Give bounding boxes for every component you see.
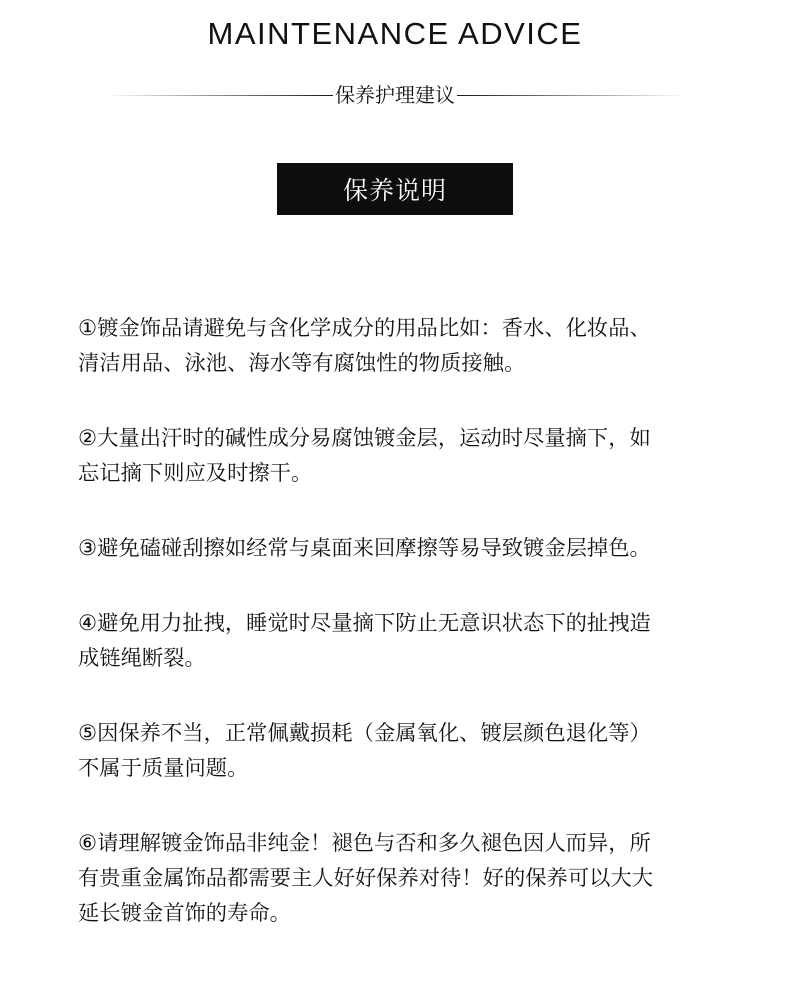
page-title: MAINTENANCE ADVICE	[207, 16, 583, 51]
subtitle-row	[0, 80, 790, 110]
section-heading	[277, 163, 513, 215]
advice-item-4: ④避免用力扯拽，睡觉时尽量摘下防止无意识状态下的扯拽造 成链绳断裂。	[78, 611, 651, 671]
advice-item-6: ⑥请理解镀金饰品非纯金！褪色与否和多久褪色因人而异，所 有贵重金属饰品都需要主人好好保养对待！好的保养可以大大 延长镀金首饰的寿命。	[78, 831, 654, 926]
page-subtitle: 保养护理建议	[335, 83, 455, 107]
advice-list	[78, 311, 728, 971]
advice-item-3: ③避免磕碰刮擦如经常与桌面来回摩擦等易导致镀金层掉色。	[78, 536, 651, 561]
divider-right	[457, 95, 687, 96]
advice-item-5: ⑤因保养不当，正常佩戴损耗（金属氧化、镀层颜色退化等） 不属于质量问题。	[78, 721, 651, 781]
section-heading-label: 保养说明	[342, 176, 447, 205]
advice-item-1: ①镀金饰品请避免与含化学成分的用品比如：香水、化妆品、 清洁用品、泳池、海水等有腐蚀性的物质接触。	[78, 316, 651, 376]
advice-item-2: ②大量出汗时的碱性成分易腐蚀镀金层，运动时尽量摘下，如 忘记摘下则应及时擦干。	[78, 426, 651, 486]
divider-left	[103, 95, 333, 96]
